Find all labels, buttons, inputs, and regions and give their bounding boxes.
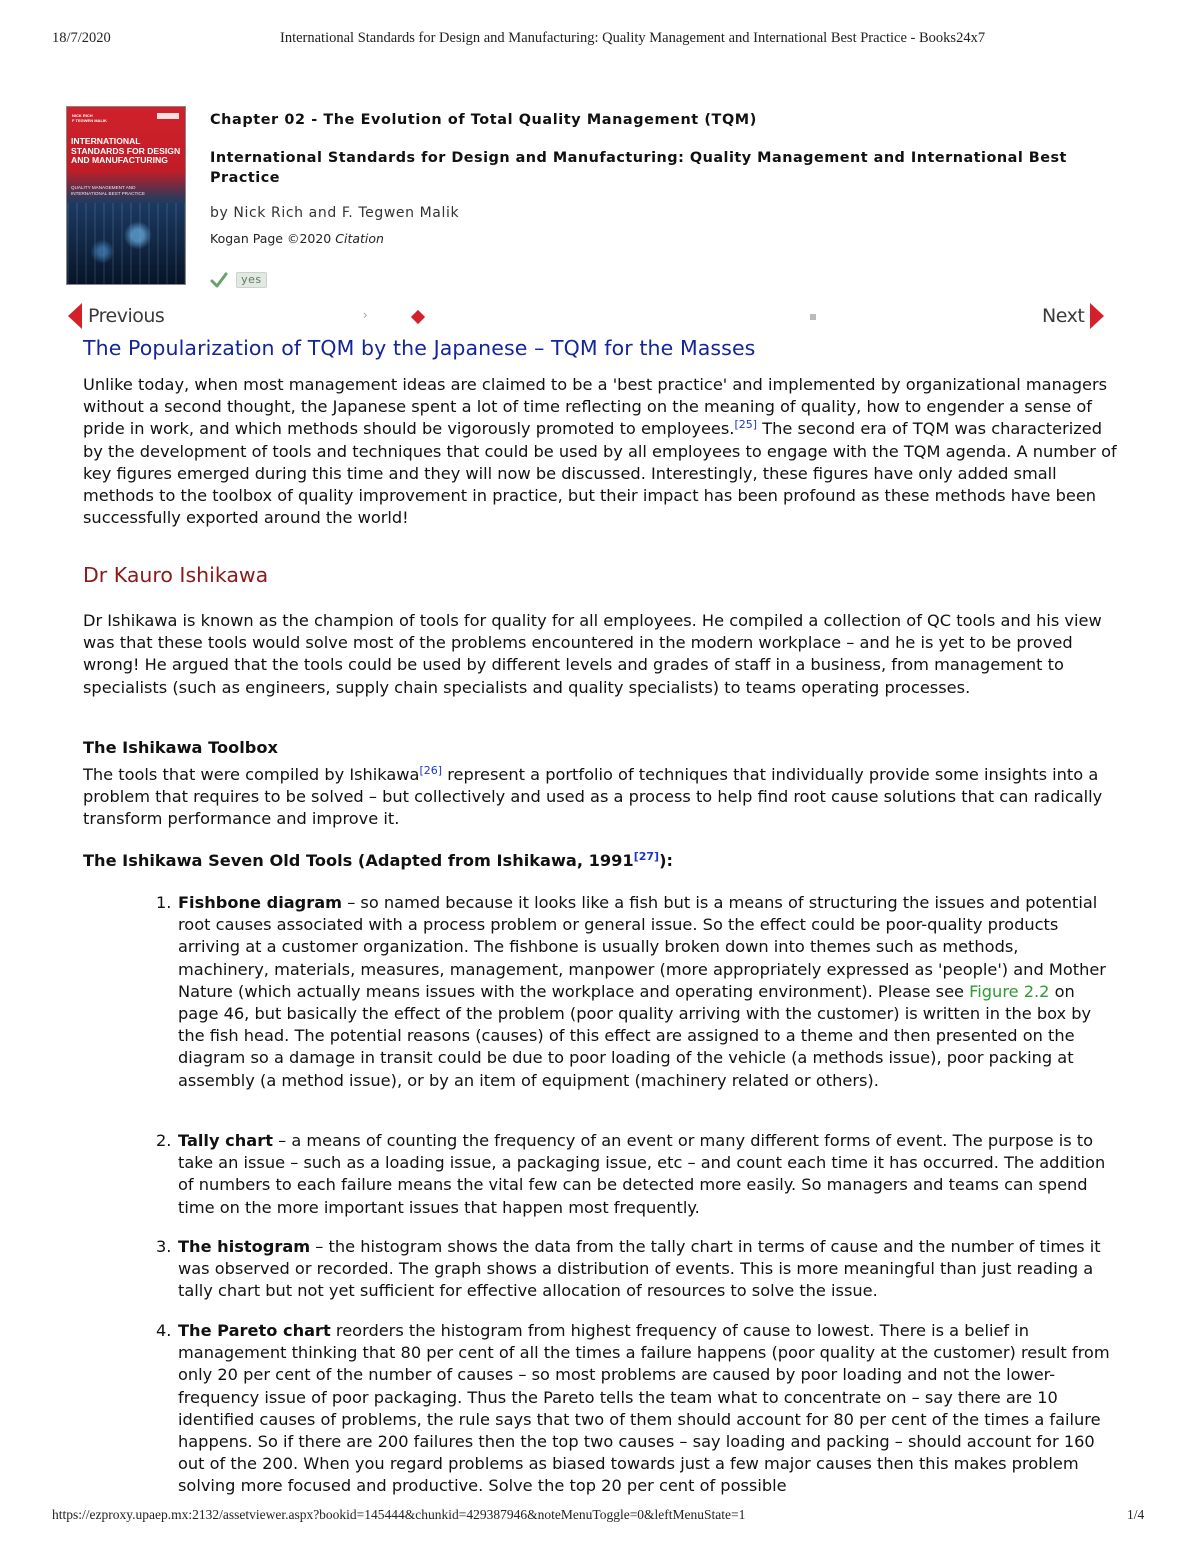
- page-number: 1/4: [1127, 1507, 1145, 1522]
- tool-name: The histogram: [178, 1237, 311, 1256]
- tool-description: reorders the histogram from highest frequency of cause to lowest. There is a belief in management thinking that 80 per cent of all the times a failure happens (poor quality at the customer) result from only 20 per cent of the number of causes – so most problems are caused by poor loading and not the lower-frequency issue of poor packaging. Thus the Pareto tells the team what to concentrate on – say there are 10 identified causes of problems, the rule says that two of them should account for 80 per cent of the times a failure happens. So if there are 200 failures then the top two causes – say loading and packing – should account for 160 out of the 200. When you regard problems as biased towards just a few major causes then this makes problem solving more focused and productive. Solve the top 20 per cent of possible: [178, 1321, 1110, 1496]
- tool-description-cont: on page 46, but basically the effect of the problem (poor quality arriving with the customer) is written in the box by the fish head. The potential reasons (causes) of this effect are assigned to a theme and then presented on the diagram so a damage in transit could be due to poor loading of the vehicle (a methods issue), poor packing at assembly (a method issue), or by an item of equipment (machinery related or others).: [178, 981, 1092, 1090]
- reference-link-25[interactable]: [25]: [734, 418, 758, 432]
- tool-description: – a means of counting the frequency of an event or many different forms of event. The purpose is to take an issue – such as a loading issue, a packaging issue, etc – and count each time it has occurred. The addition of numbers to each failure means the vital few can be detected more easily. So managers and teams can spend time on the more important issues that happen most frequently.: [178, 1131, 1106, 1217]
- ishikawa-paragraph: Dr Ishikawa is known as the champion of tools for quality for all employees. He compiled a collection of QC tools and his view was that these tools would solve most of the problems encountered in the modern workplace – and he is yet to be proved wrong! He argued that the tools could be used by different levels and grades of staff in a business, from management to specialists (such as engineers, supply chain specialists and quality specialists) to teams operating processes.: [83, 611, 1102, 697]
- tool-name: Tally chart: [178, 1131, 273, 1150]
- intro-text-a: Unlike today, when most management ideas are claimed to be a 'best practice' and implemented by organizational managers without a second thought, the Japanese spent a lot of time reflecting on the meaning of quality, how to engender a sense of pride in work, and which methods should be vigorously promoted to employees.: [83, 375, 1108, 439]
- previous-button[interactable]: [68, 303, 170, 333]
- book-title[interactable]: International Standards for Design and Manufacturing: Quality Management and International Best Practice: [210, 150, 1067, 186]
- print-header: [0, 30, 1200, 50]
- toolbox-text-a: The tools that were compiled by Ishikawa: [83, 765, 420, 784]
- seven-tools-heading-end: ):: [659, 851, 673, 870]
- cover-title: INTERNATIONAL STANDARDS FOR DESIGN AND MANUFACTURING: [71, 136, 181, 165]
- next-button[interactable]: [1036, 303, 1104, 333]
- tool-name: The Pareto chart: [178, 1321, 331, 1340]
- cover-artwork: [67, 203, 185, 284]
- book-authors: by Nick Rich and F. Tegwen Malik: [210, 205, 460, 221]
- seven-tools-heading: [83, 851, 673, 870]
- list-item: [156, 1320, 1113, 1498]
- intro-paragraph: [83, 374, 1118, 529]
- print-date: 18/7/2020: [52, 30, 111, 46]
- person-heading: Dr Kauro Ishikawa: [83, 563, 269, 587]
- arrow-left-icon: [68, 303, 82, 329]
- seven-tools-heading-text: The Ishikawa Seven Old Tools (Adapted from Ishikawa, 1991: [83, 851, 634, 870]
- yes-badge: yes: [236, 272, 267, 288]
- list-item: [156, 892, 1113, 1092]
- list-number: 2.: [156, 1131, 172, 1150]
- cover-authors: NICK RICH F TEGWEN MALIK: [72, 113, 107, 123]
- chapter-title: Chapter 02 - The Evolution of Total Quality Management (TQM): [210, 112, 757, 128]
- book-cover-image[interactable]: [67, 107, 185, 284]
- list-number: 4.: [156, 1321, 172, 1340]
- toolbox-heading: The Ishikawa Toolbox: [83, 738, 278, 757]
- publisher-logo: [157, 113, 179, 119]
- section-title: The Popularization of TQM by the Japanese – TQM for the Masses: [83, 336, 756, 360]
- arrow-right-icon: [1090, 303, 1104, 329]
- print-page-title: International Standards for Design and Manufacturing: Quality Management and International Best Practice - Books24x7: [280, 30, 986, 46]
- cover-subtitle: QUALITY MANAGEMENT AND INTERNATIONAL BEST PRACTICE: [71, 185, 145, 196]
- list-item: [156, 1130, 1113, 1219]
- publisher: Kogan Page ©2020: [210, 231, 332, 246]
- publisher-line: [210, 231, 384, 246]
- list-number: 1.: [156, 893, 172, 912]
- reference-link-27[interactable]: [27]: [633, 850, 660, 863]
- tool-description: – so named because it looks like a fish but is a means of structuring the issues and potential root causes associated with a process problem or general issue. So the effect could be poor-quality products arriving at a customer organization. The fishbone is usually broken down into themes such as methods, machinery, materials, measures, management, manpower (more appropriately expressed as 'people') and Mother Nature (which actually means issues with the workplace and operating environment). Please see: [178, 893, 1106, 1001]
- reference-link-26[interactable]: [26]: [419, 764, 443, 777]
- tool-description: – the histogram shows the data from the tally chart in terms of cause and the number of times it was observed or recorded. The graph shows a distribution of events. This is more meaningful than just reading a tally chart but not yet sufficient for effective allocation of resources to solve the issue.: [178, 1237, 1101, 1301]
- citation-link[interactable]: Citation: [335, 231, 384, 246]
- toolbox-paragraph: [83, 764, 1118, 831]
- square-icon: [810, 314, 816, 320]
- check-icon: [210, 271, 228, 289]
- toolbox-text-b: represent a portfolio of techniques that individually provide some insights into a problem that requires to be solved – but collectively and used as a process to help find root cause solutions that can radically transform performance and improve it.: [83, 765, 1103, 829]
- print-url: https://ezproxy.upaep.mx:2132/assetviewer.aspx?bookid=145444&chunkid=429387946&noteMenuToggle=0&leftMenuState=1: [52, 1507, 746, 1522]
- tool-name: Fishbone diagram: [178, 893, 343, 912]
- next-label: Next: [1042, 305, 1085, 327]
- list-item: [156, 1236, 1113, 1303]
- diamond-icon[interactable]: [411, 310, 425, 324]
- availability-row: [210, 269, 267, 289]
- previous-label: Previous: [88, 305, 165, 327]
- intro-text-b: The second era of TQM was characterized by the development of tools and techniques that could be used by all employees to engage with the TQM agenda. A number of key figures emerged during this time and they will now be discussed. Interestingly, these figures have only added small methods to the toolbox of quality improvement in practice, but their impact has been profound as these methods have been successfully exported around the world!: [83, 419, 1117, 528]
- print-footer: [0, 1507, 1200, 1527]
- figure-link[interactable]: Figure 2.2: [969, 981, 1050, 1001]
- chapter-navigation: [0, 300, 1200, 334]
- list-number: 3.: [156, 1237, 172, 1256]
- chevron-right-icon: ›: [363, 307, 368, 322]
